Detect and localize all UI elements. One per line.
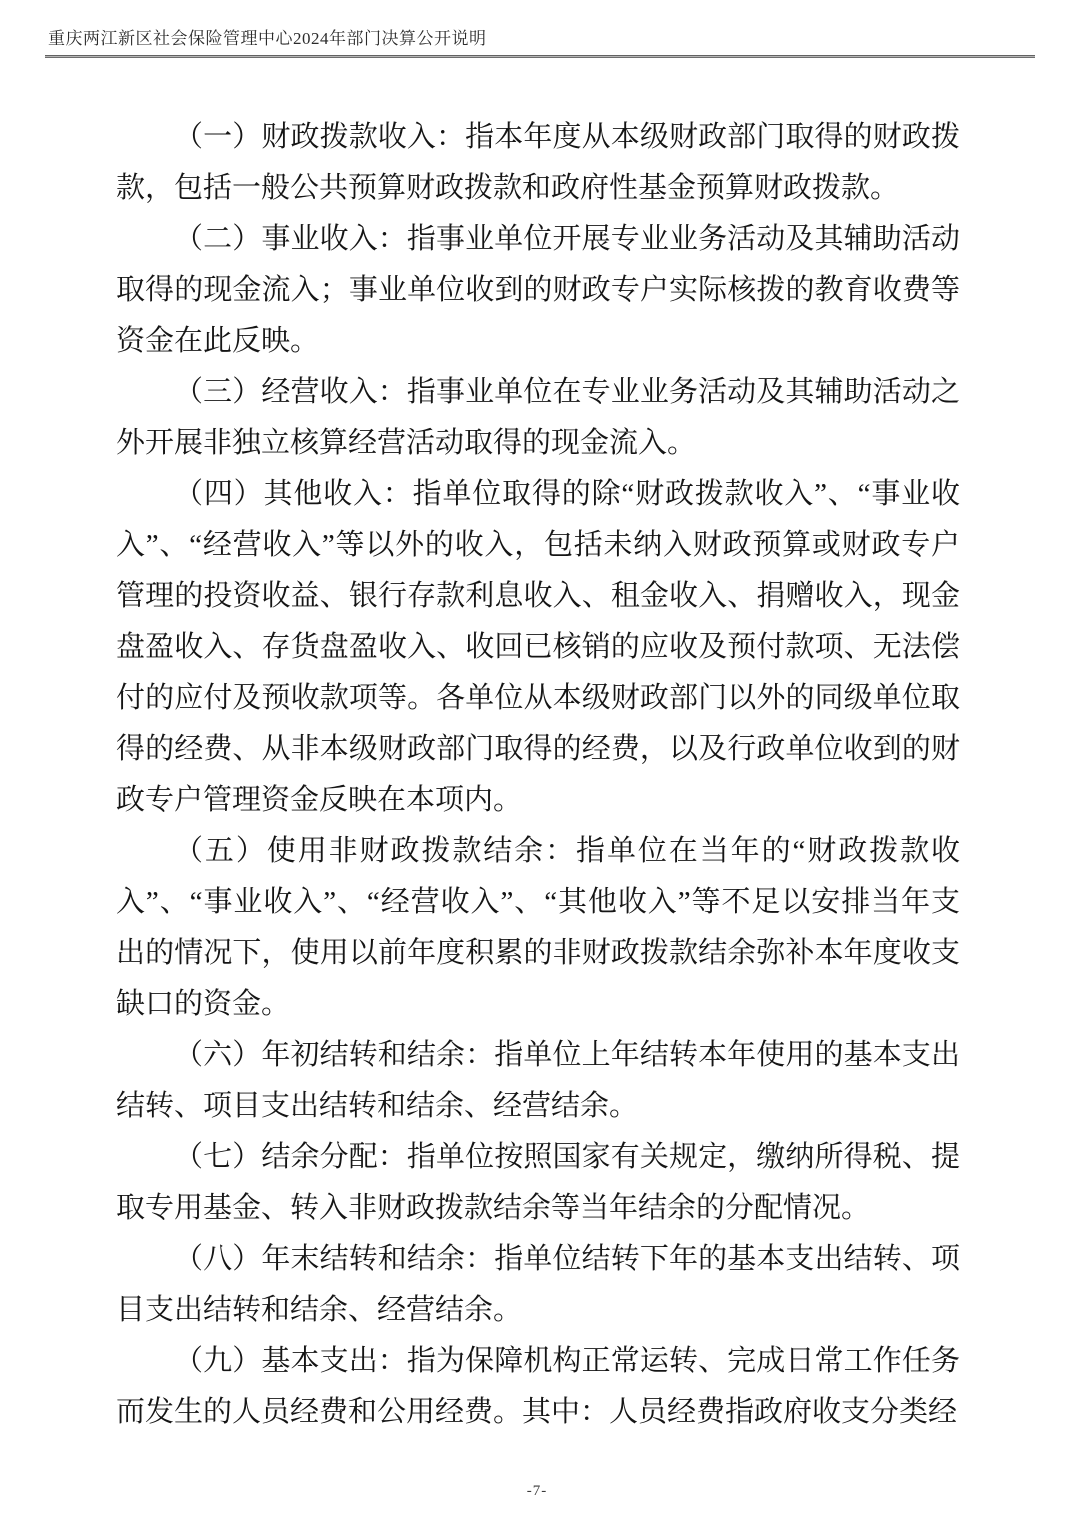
page-header (45, 28, 1035, 58)
paragraph-fiscal-appropriation-income: （一）财政拨款收入：指本年度从本级财政部门取得的财政拨款，包括一般公共预算财政拨款和政府性基金预算财政拨款。 (116, 121, 960, 204)
page-footer (0, 1482, 1074, 1500)
paragraph-use-of-non-fiscal-balance: （五）使用非财政拨款结余：指单位在当年的“财政拨款收入”、“事业收入”、“经营收入”、“其他收入”等不足以安排当年支出的情况下，使用以前年度积累的非财政拨款结余弥补本年度收支缺口的资金。 (116, 835, 960, 1020)
paragraph-other-income: （四）其他收入：指单位取得的除“财政拨款收入”、“事业收入”、“经营收入”等以外的收入，包括未纳入财政预算或财政专户管理的投资收益、银行存款利息收入、租金收入、捐赠收入，现金盘盈收入、存货盘盈收入、收回已核销的应收及预付款项、无法偿付的应付及预收款项等。各单位从本级财政部门以外的同级单位取得的经费、从非本级财政部门取得的经费，以及行政单位收到的财政专户管理资金反映在本项内。 (116, 478, 960, 816)
paragraph-balance-distribution: （七）结余分配：指单位按照国家有关规定，缴纳所得税、提取专用基金、转入非财政拨款结余等当年结余的分配情况。 (116, 1141, 960, 1224)
paragraph-beginning-year-carryover: （六）年初结转和结余：指单位上年结转本年使用的基本支出结转、项目支出结转和结余、经营结余。 (116, 1039, 960, 1122)
document-body (116, 112, 960, 1438)
paragraph-operating-undertaking-income: （二）事业收入：指事业单位开展专业业务活动及其辅助活动取得的现金流入；事业单位收到的财政专户实际核拨的教育收费等资金在此反映。 (116, 223, 960, 357)
header-rule (45, 55, 1035, 58)
paragraph-basic-expenditure: （九）基本支出：指为保障机构正常运转、完成日常工作任务而发生的人员经费和公用经费。其中：人员经费指政府收支分类经 (116, 1345, 960, 1428)
page-number: -7- (526, 1483, 548, 1499)
header-title: 重庆两江新区社会保险管理中心2024年部门决算公开说明 (48, 29, 487, 48)
paragraph-business-income: （三）经营收入：指事业单位在专业业务活动及其辅助活动之外开展非独立核算经营活动取得的现金流入。 (116, 376, 960, 459)
paragraph-year-end-carryover: （八）年末结转和结余：指单位结转下年的基本支出结转、项目支出结转和结余、经营结余。 (116, 1243, 960, 1326)
